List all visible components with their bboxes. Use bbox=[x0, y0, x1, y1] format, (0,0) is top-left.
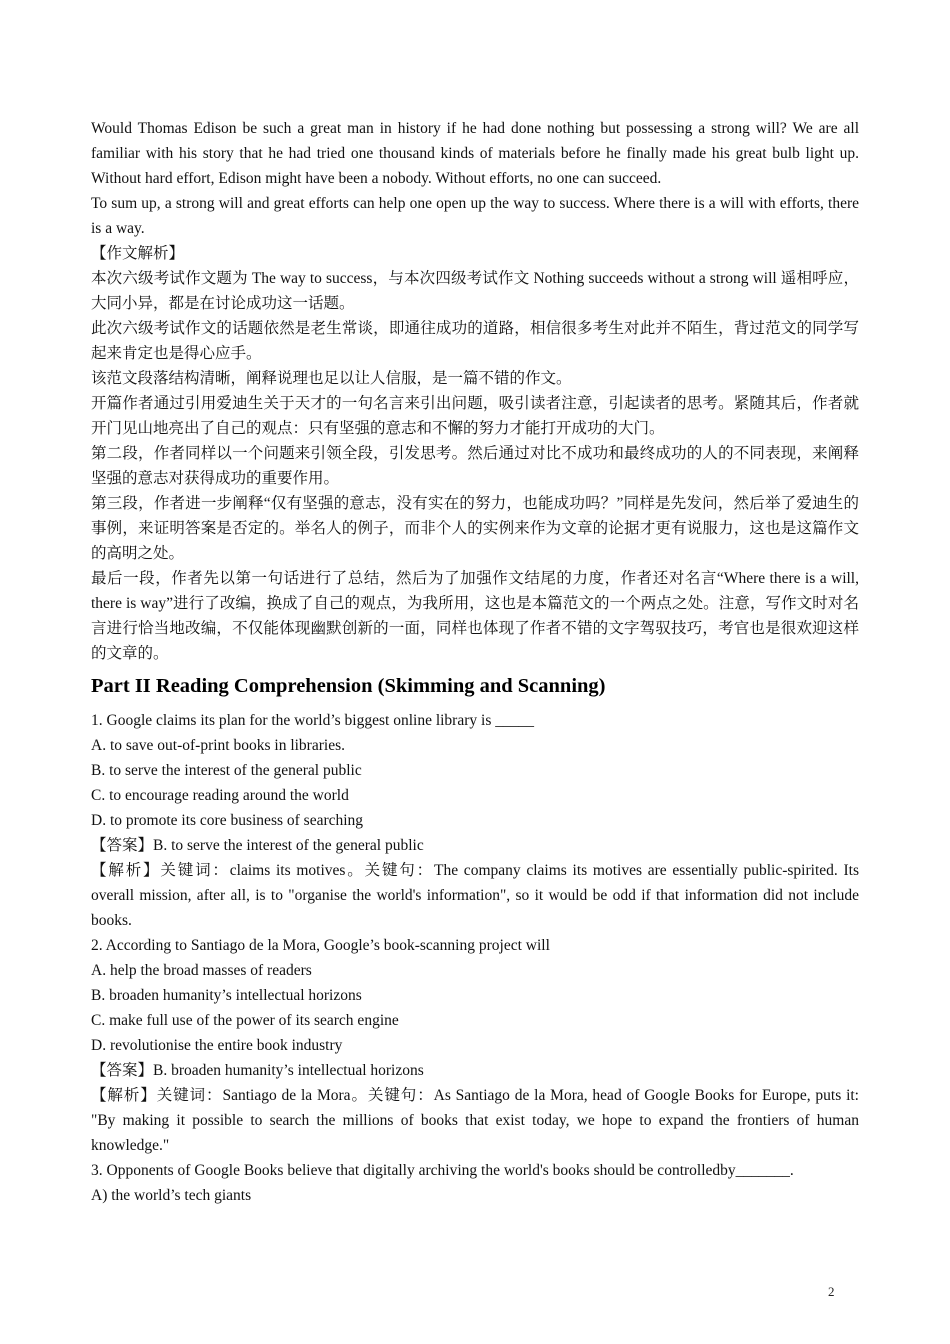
question-option: C. make full use of the power of its search engine bbox=[91, 1012, 399, 1029]
analysis-paragraph: 此次六级考试作文的话题依然是老生常谈，即通往成功的道路，相信很多考生对此并不陌生，背过范文的同学写起来肯定也是得心应手。 bbox=[91, 320, 859, 362]
analysis-paragraph: 第二段，作者同样以一个问题来引领全段，引发思考。然后通过对比不成功和最终成功的人的不同表现，来阐释坚强的意志对获得成功的重要作用。 bbox=[91, 445, 859, 487]
page-number: 2 bbox=[828, 1284, 835, 1299]
question-option: A. to save out-of-print books in libraries. bbox=[91, 737, 345, 754]
question-explanation: 【解析】关键词：Santiago de la Mora。关键句：As Santiago de la Mora, head of Google Books for Europe, puts it: "By making it possible to search the millions of books that exist today, we hope to expand the frontiers of human knowledge." bbox=[91, 1087, 859, 1154]
question-answer: 【答案】B. broaden humanity’s intellectual horizons bbox=[91, 1062, 424, 1079]
question-option: D. to promote its core business of searching bbox=[91, 812, 364, 829]
question-option: A. help the broad masses of readers bbox=[91, 962, 312, 979]
question-stem: 3. Opponents of Google Books believe that digitally archiving the world's books should be controlledby_______. bbox=[91, 1162, 794, 1179]
analysis-paragraph: 第三段，作者进一步阐释“仅有坚强的意志，没有实在的努力，也能成功吗？”同样是先发问，然后举了爱迪生的事例，来证明答案是否定的。举名人的例子，而非个人的实例来作为文章的论据才更有说服力，这也是这篇作文的高明之处。 bbox=[91, 495, 859, 562]
analysis-paragraph: 该范文段落结构清晰，阐释说理也足以让人信服，是一篇不错的作文。 bbox=[91, 370, 572, 387]
analysis-paragraph: 最后一段，作者先以第一句话进行了总结，然后为了加强作文结尾的力度，作者还对名言“Where there is a will, there is way”进行了改编，换成了自己的观点，为我所用，这也是本篇范文的一个两点之处。注意，写作文时对名言进行恰当地改编，不仅能体现幽默创新的一面，同样也体现了作者不错的文字驾驭技巧，考官也是很欢迎这样的文章的。 bbox=[91, 570, 859, 662]
section-heading: Part II Reading Comprehension (Skimming and Scanning) bbox=[91, 675, 606, 697]
analysis-paragraph: 本次六级考试作文题为 The way to success，与本次四级考试作文 Nothing succeeds without a strong will 遥相呼应，大同小异，都是在讨论成功这一话题。 bbox=[91, 270, 859, 312]
analysis-title: 【作文解析】 bbox=[91, 245, 185, 262]
question-option: D. revolutionise the entire book industry bbox=[91, 1037, 343, 1054]
question-answer: 【答案】B. to serve the interest of the general public bbox=[91, 837, 424, 854]
document-body bbox=[91, 116, 859, 1208]
question-stem: 1. Google claims its plan for the world’s biggest online library is _____ bbox=[91, 712, 534, 729]
analysis-paragraph: 开篇作者通过引用爱迪生关于天才的一句名言来引出问题，吸引读者注意，引起读者的思考。紧随其后，作者就开门见山地亮出了自己的观点：只有坚强的意志和不懈的努力才能打开成功的大门。 bbox=[91, 395, 859, 437]
essay-paragraph: Would Thomas Edison be such a great man in history if he had done nothing but possessing a strong will? We are all familiar with his story that he had tried one thousand kinds of materials before he finally made his great bulb light up. Without hard effort, Edison might have been a nobody. Without efforts, no one can succeed. bbox=[91, 120, 859, 187]
question-option: B. broaden humanity’s intellectual horizons bbox=[91, 987, 362, 1004]
essay-paragraph: To sum up, a strong will and great efforts can help one open up the way to success. Where there is a will with efforts, there is a way. bbox=[91, 195, 859, 237]
question-option: C. to encourage reading around the world bbox=[91, 787, 349, 804]
question-explanation: 【解析】关键词：claims its motives。关键句：The company claims its motives are essentially public-spirited. Its overall mission, after all, is to "organise the world's information", so it would be odd if that information did not include books. bbox=[91, 862, 859, 929]
question-option: B. to serve the interest of the general public bbox=[91, 762, 362, 779]
question-option: A) the world’s tech giants bbox=[91, 1187, 252, 1204]
question-stem: 2. According to Santiago de la Mora, Google’s book-scanning project will bbox=[91, 937, 550, 954]
